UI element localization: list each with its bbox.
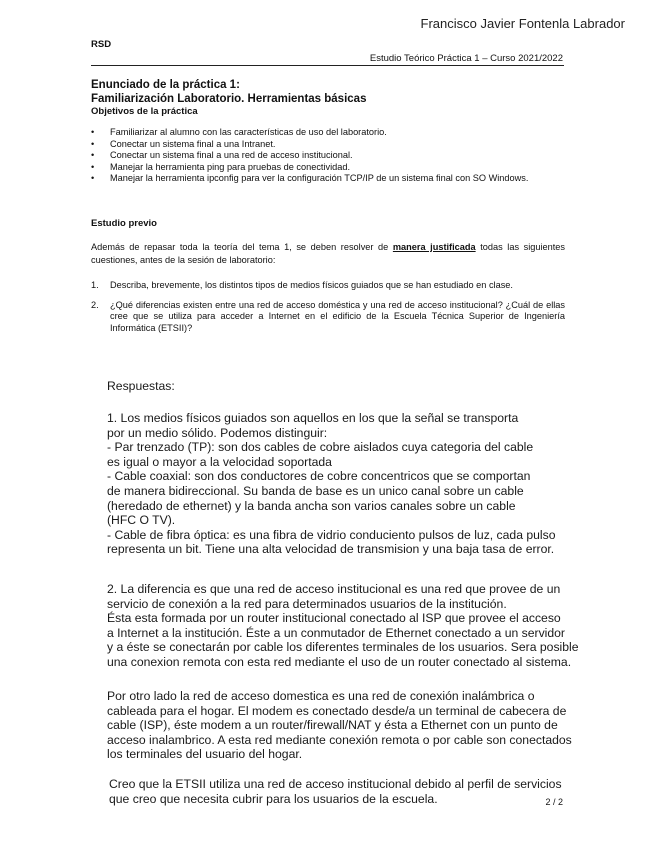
question-number: 2.: [91, 299, 99, 310]
answer-2: 2. La diferencia es que una red de acceso institucional es una red que provee de un servicio de conexión a la red para determinados usuarios de la institución. Ésta esta formada por un router institucional conectado al ISP que provee el acceso a Internet a la institución. Éste a un conmutador de Ethernet conectado a un servidor y a éste se conectarán por cable los diferentes terminales de los usuarios. Sera posible una conexion remota con esta red mediante el uso de un router conectado al sistema.: [107, 582, 579, 669]
estudio-previo-intro: Además de repasar toda la teoría del tema 1, se deben resolver de manera justificada todas las siguientes cuestiones, antes de la sesión de laboratorio:: [91, 242, 566, 265]
page-number: 2 / 2: [545, 797, 563, 807]
list-item: • Conectar un sistema final a una Intranet.: [91, 138, 276, 149]
bullet-icon: •: [91, 173, 95, 183]
objectives-heading: Objetivos de la práctica: [91, 106, 198, 117]
answer-2-domestic: Por otro lado la red de acceso domestica es una red de conexión inalámbrica o cableada para el hogar. El modem es conectado desde/a un terminal de cabecera de cable (ISP), éste modem a un router/firewall/NAT y ésta a Ethernet con un punto de acceso inalambrico. A esta red mediante conexión remota o por cable son conectados los terminales del usuario del hogar.: [107, 689, 572, 762]
course-code: RSD: [91, 39, 112, 50]
answer-1: 1. Los medios físicos guiados son aquellos en los que la señal se transporta por un medio sólido. Podemos distinguir: - Par trenzado (TP): son dos cables de cobre aislados cuya categoria del cable es igual o mayor a la velocidad soportada - Cable coaxial: son dos conductores de cobre concentricos que se comportan de manera bidireccional. Su banda de base es un unico canal sobre un cable (heredado de ethernet) y la banda ancha son varios canales sobre un cable (HFC O TV). - Cable de fibra óptica: es una fibra de vidrio conduciento pulsos de luz, cada pulso representa un bit. Tiene una alta velocidad de transmision y una baja tasa de error.: [107, 411, 556, 557]
question-item: 1. Describa, brevemente, los distintos tipos de medios físicos guiados que se han estudiado en clase.: [91, 280, 513, 290]
list-item: • Conectar un sistema final a una red de acceso institucional.: [91, 150, 353, 160]
bullet-icon: •: [91, 150, 95, 160]
author-name: Francisco Javier Fontenla Labrador: [420, 16, 625, 31]
bullet-icon: •: [91, 127, 95, 137]
answer-2-conclusion: Creo que la ETSII utiliza una red de acceso institucional debido al perfil de servicios que creo que necesita cubrir para los usuarios de la escuela.: [109, 777, 562, 806]
practice-title: [91, 78, 366, 106]
questions-list: [91, 280, 565, 342]
list-item: • Manejar la herramienta ping para pruebas de conectividad.: [91, 161, 351, 172]
header-divider: [91, 65, 564, 66]
list-item: • Familiarizar al alumno con las características de uso del laboratorio.: [91, 127, 387, 137]
emphasis-text: manera justificada: [392, 242, 476, 252]
list-item: • Manejar la herramienta ipconfig para ver la configuración TCP/IP de un sistema final con SO Windows.: [91, 173, 529, 183]
document-header: Estudio Teórico Práctica 1 – Curso 2021/2022: [369, 53, 563, 64]
bullet-icon: •: [91, 161, 95, 172]
question-number: 1.: [91, 280, 99, 290]
title-line-1: Enunciado de la práctica 1:: [91, 79, 240, 91]
question-item: 2. ¿Qué diferencias existen entre una red de acceso doméstica y una red de acceso institucional? ¿Cuál de ellas cree que se utiliza para acceder a Internet en el edificio de la Escuela Técnica Superior de Ingeniería Informática (ETSII)?: [91, 299, 565, 333]
objectives-list: [91, 127, 571, 185]
estudio-previo-heading: Estudio previo: [91, 218, 157, 229]
title-line-2: Familiarización Laboratorio. Herramientas básicas: [91, 93, 367, 105]
bullet-icon: •: [91, 138, 95, 149]
answers-heading: Respuestas:: [107, 379, 175, 393]
